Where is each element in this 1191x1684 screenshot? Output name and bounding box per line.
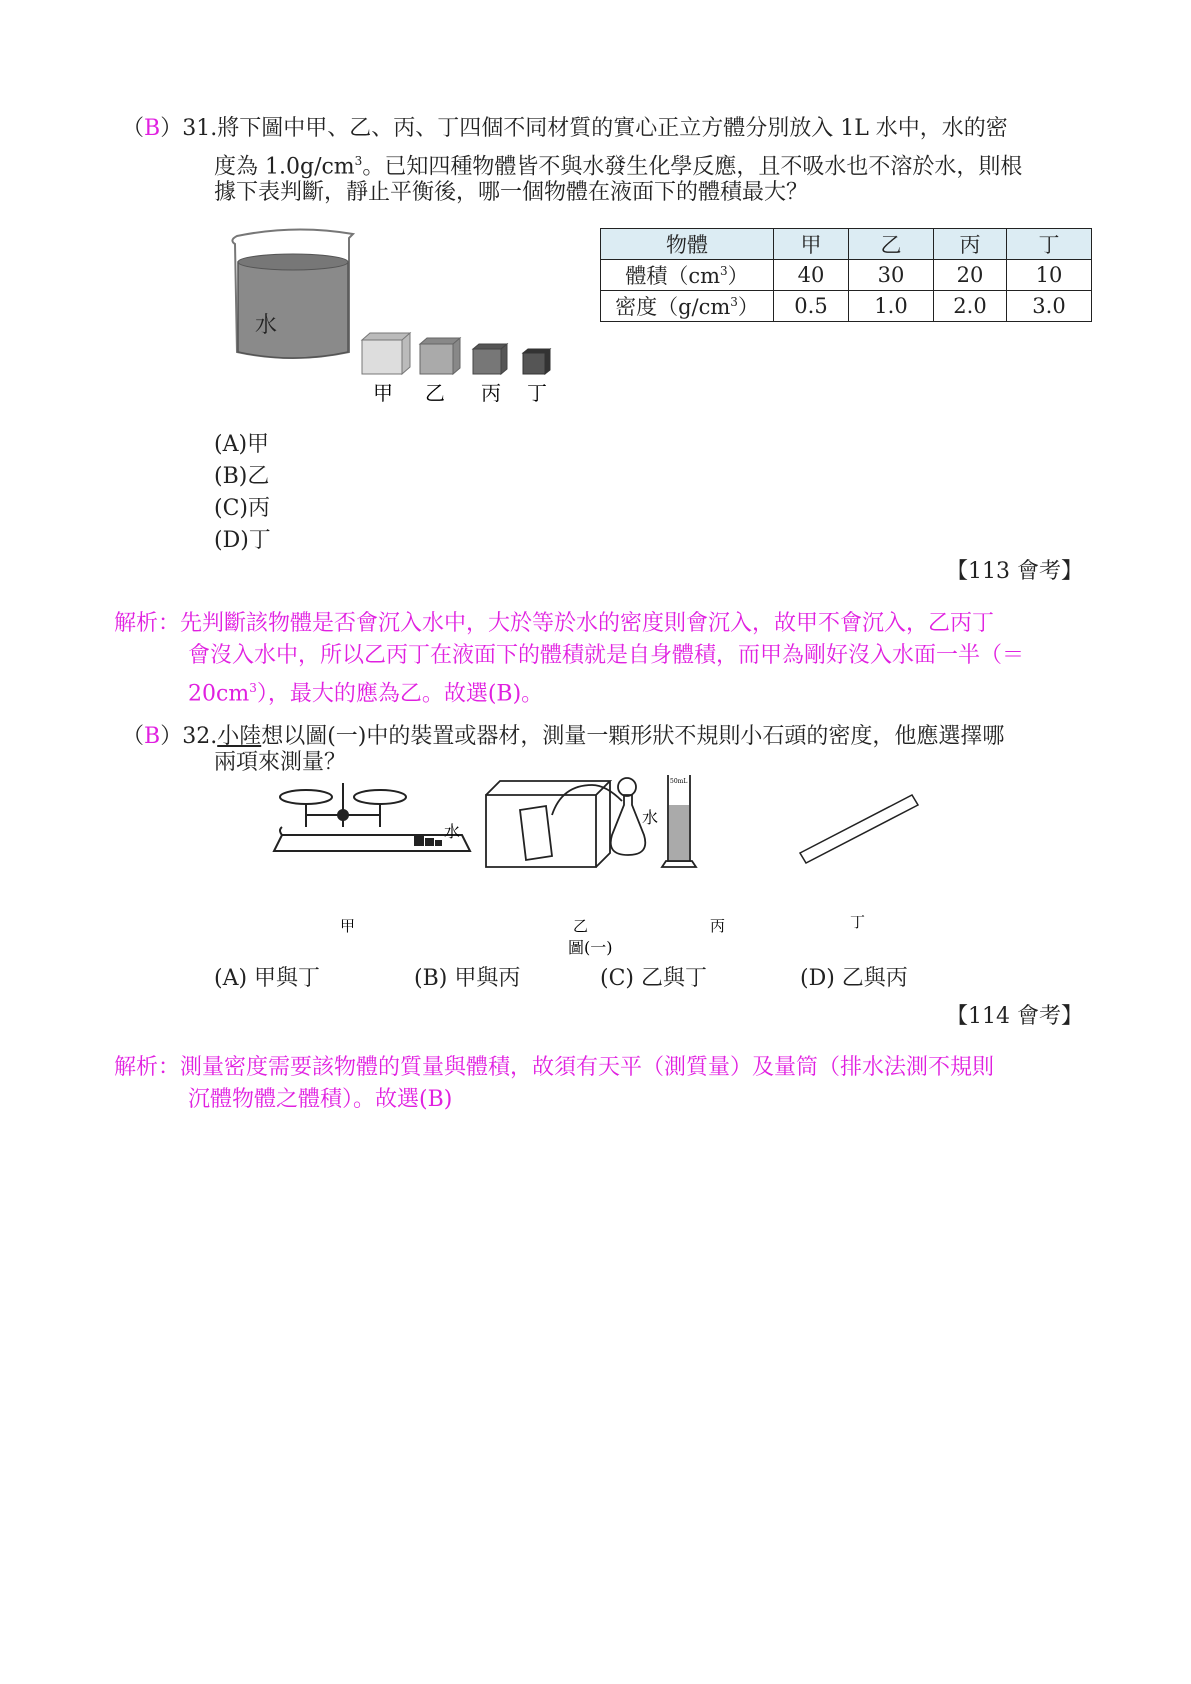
row-label-end: ）: [737, 295, 759, 319]
table-row: [601, 291, 1092, 322]
q32-analysis-line2: 沉體物體之體積）。故選(B): [188, 1087, 453, 1112]
table-cell: 10: [1007, 260, 1092, 291]
q32-option-a[interactable]: (A) 甲與丁: [214, 966, 321, 991]
q31-source: 【113 會考】: [946, 559, 1083, 584]
row-label-text: 體積（cm: [625, 264, 721, 288]
table-cell: 1.0: [849, 291, 934, 322]
q31-answer: B: [144, 116, 161, 141]
q32-source: 【114 會考】: [946, 1004, 1083, 1029]
figure-label: 甲: [340, 917, 356, 935]
q31-option-d[interactable]: (D)丁: [214, 528, 271, 553]
water-label: 水: [444, 822, 461, 841]
table-cell: 2.0: [934, 291, 1007, 322]
q31-option-c[interactable]: (C)丙: [214, 496, 270, 521]
q31-text1: 將下圖中甲、乙、丙、丁四個不同材質的實心正立方體分別放入 1L 水中，水的密: [217, 116, 1008, 141]
balance-scale: [274, 783, 470, 851]
q31-analysis-line1: [114, 609, 994, 639]
table-header: 物體: [601, 229, 774, 260]
analysis-prefix: 解析：: [114, 611, 181, 636]
figure-label: 丙: [710, 917, 726, 935]
ruler: [800, 795, 918, 863]
analysis-text: ），最大的應為乙。故選(B)。: [256, 681, 544, 707]
cube-label: 丁: [527, 381, 547, 405]
sup: 3: [720, 264, 728, 278]
water-label: 水: [642, 808, 659, 827]
table-header: 丙: [934, 229, 1007, 260]
q32-option-c[interactable]: (C) 乙與丁: [600, 966, 707, 991]
table-row: [601, 260, 1092, 291]
cube-label: 乙: [425, 381, 445, 405]
cube-bing: [473, 344, 507, 374]
density-table: [600, 228, 1092, 322]
table-cell: 30: [849, 260, 934, 291]
q32-analysis-line1: [114, 1053, 994, 1083]
cylinder-mark: 50mL: [670, 778, 688, 785]
beaker-cubes-figure: [225, 222, 565, 412]
q32-line2: 兩項來測量？: [214, 750, 347, 775]
q31-text2b: 。已知四種物體皆不與水發生化學反應，且不吸水也不溶於水，則根: [362, 154, 1023, 180]
table-cell: 20: [934, 260, 1007, 291]
row-label: [601, 260, 774, 291]
analysis-prefix: 解析：: [114, 1055, 181, 1080]
table-cell: 40: [774, 260, 849, 291]
q32-text1: 想以圖(一)中的裝置或器材，測量一顆形狀不規則小石頭的密度，他應選擇哪: [261, 724, 1005, 749]
table-header: 丁: [1007, 229, 1092, 260]
analysis-text: 20cm: [188, 681, 250, 707]
q31-number: 31.: [182, 116, 218, 141]
q32-answer: B: [144, 724, 161, 749]
q32-option-d[interactable]: (D) 乙與丙: [800, 966, 908, 991]
table-header: 甲: [774, 229, 849, 260]
q31-option-a[interactable]: (A)甲: [214, 432, 270, 457]
cube-label: 丙: [481, 381, 501, 405]
q31-line3: 據下表判斷，靜止平衡後，哪一個物體在液面下的體積最大？: [214, 180, 809, 205]
displacement-tank: [486, 778, 645, 867]
person-name: 小陸: [217, 724, 262, 749]
cube-jia: [362, 333, 410, 374]
q31-text2a: 度為 1.0g/cm: [214, 154, 355, 180]
analysis-text: 先判斷該物體是否會沉入水中，大於等於水的密度則會沉入，故甲不會沉入，乙丙丁: [180, 611, 995, 636]
sup: 3: [730, 295, 738, 309]
table-cell: 3.0: [1007, 291, 1092, 322]
figure-caption: 圖(一): [568, 938, 613, 957]
figure-label: 乙: [573, 917, 589, 935]
q31-analysis-line3: [188, 673, 543, 709]
row-label-end: ）: [727, 264, 749, 288]
cube-ding: [523, 349, 550, 374]
analysis-text: 測量密度需要該物體的質量與體積，故須有天平（測質量）及量筒（排水法測不規則: [180, 1055, 995, 1080]
q31-line2: [214, 146, 1022, 182]
table-cell: 0.5: [774, 291, 849, 322]
row-label: [601, 291, 774, 322]
q31-option-b[interactable]: (B)乙: [214, 464, 270, 489]
q32-line1: （B）32.小陸想以圖(一)中的裝置或器材，測量一顆形狀不規則小石頭的密度，他應選擇哪: [122, 724, 1005, 749]
cube-yi: [420, 338, 460, 374]
q31-line1: （B）31.將下圖中甲、乙、丙、丁四個不同材質的實心正立方體分別放入 1L 水中，水的密: [122, 116, 1008, 141]
apparatus-figure: [270, 775, 930, 975]
row-label-text: 密度（g/cm: [615, 295, 731, 319]
q32-option-b[interactable]: (B) 甲與丙: [414, 966, 521, 991]
cube-label: 甲: [373, 381, 393, 405]
graduated-cylinder: [662, 775, 696, 867]
sup: 3: [354, 154, 363, 168]
sup: 3: [249, 681, 257, 695]
table-header: 乙: [849, 229, 934, 260]
q32-number: 32.: [182, 724, 218, 749]
q31-analysis-line2: 會沒入水中，所以乙丙丁在液面下的體積就是自身體積，而甲為剛好沒入水面一半（＝: [188, 643, 1025, 668]
table-header-row: [601, 229, 1092, 260]
figure-label: 丁: [850, 913, 866, 931]
water-label: 水: [255, 313, 278, 338]
